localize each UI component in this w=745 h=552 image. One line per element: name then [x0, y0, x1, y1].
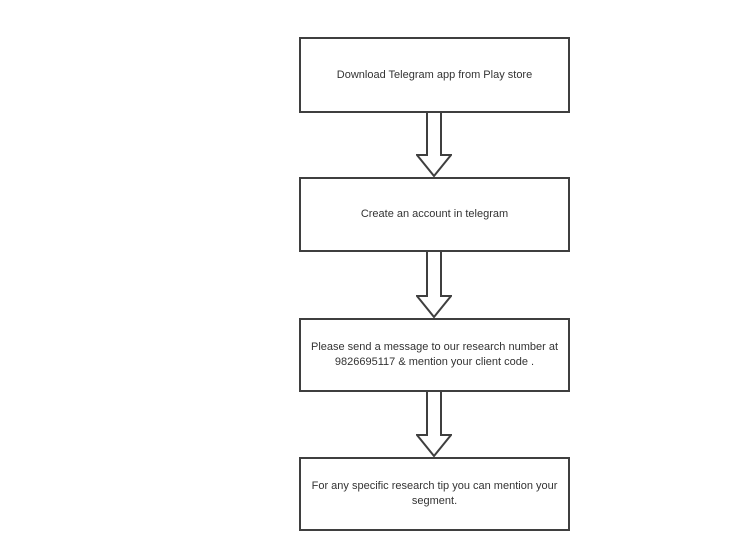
flow-step-specific-research-tip	[299, 457, 570, 531]
flow-step-send-message	[299, 318, 570, 392]
flow-step-label: For any specific research tip you can mention your segment.	[311, 480, 558, 507]
down-arrow-icon	[416, 252, 452, 318]
down-arrow-icon	[416, 113, 452, 177]
flow-step-create-account	[299, 177, 570, 252]
flow-step-label: Download Telegram app from Play store	[336, 68, 533, 81]
flow-step-label: Please send a message to our research number at 9826695117 & mention your client code .	[310, 341, 559, 368]
flow-step-download-telegram	[299, 37, 570, 113]
flow-step-label: Create an account in telegram	[360, 208, 509, 220]
down-arrow-icon	[416, 392, 452, 457]
